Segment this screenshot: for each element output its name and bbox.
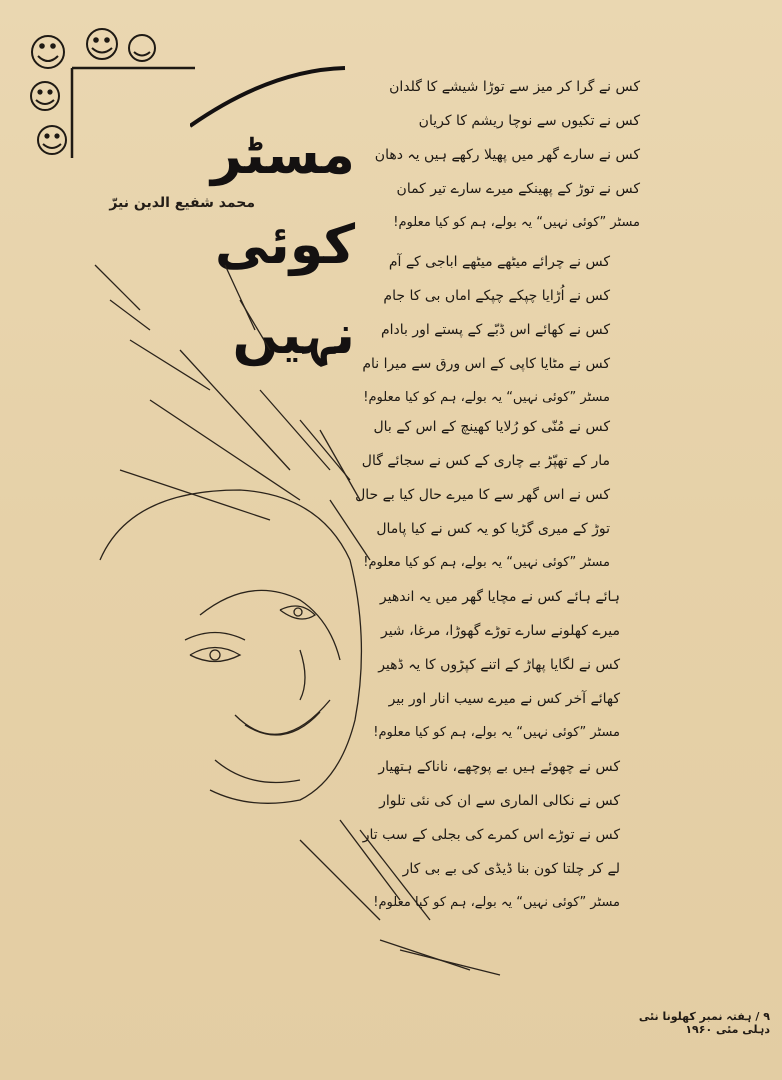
poem-line: کس نے اس گھر سے کا میرے حال کیا بے حال xyxy=(355,487,610,503)
poem-line: مار کے تھپّڑ بے چاری کے کس نے سجائے گال xyxy=(361,453,610,469)
poem-line: کس نے نکالی الماری سے ان کی نئی تلوار xyxy=(379,793,620,809)
author-name: محمد شفیع الدین نیرّ xyxy=(109,195,255,211)
stanza-5 xyxy=(270,750,620,920)
page-footer: ۹ / ہفتہ نمبر کھلونا نئی دہلی مئی ۱۹۶۰ xyxy=(638,1010,770,1036)
refrain: مسٹر ”کوئی نہیں“ یہ بولے، ہم کو کیا معلوم! xyxy=(393,215,640,230)
poem-line: کس نے مٹایا کاپی کے اس ورق سے میرا نام xyxy=(362,356,610,372)
stanza-3 xyxy=(270,410,610,580)
poem-line: کس نے چرائے میٹھے میٹھے اباجی کے آم xyxy=(388,254,610,270)
stanza-2 xyxy=(250,245,610,415)
poem-line: کس نے توڑے اس کمرے کی بجلی کے سب تار xyxy=(362,827,620,843)
poem-line: کس نے مُنّی کو رُلایا کھینچ کے اس کے بال xyxy=(373,419,610,435)
poem-line: کس نے اُڑایا چپکے چپکے اماں بی کا جام xyxy=(383,288,610,304)
poem-line: کھائے آخر کس نے میرے سیب انار اور بیر xyxy=(388,691,620,707)
poem-line: کس نے لگایا پھاڑ کے اتنے کپڑوں کا یہ ڈھیر xyxy=(378,657,620,673)
refrain: مسٹر ”کوئی نہیں“ یہ بولے، ہم کو کیا معلوم! xyxy=(373,725,620,740)
page-title: مسٹر کوئی نہیں xyxy=(210,123,355,366)
stanza-1 xyxy=(250,70,640,240)
poem-line: لے کر چلتا کون بنا ڈیڈی کی بے بی کار xyxy=(402,861,620,877)
poem-line: میرے کھلونے سارے توڑے گھوڑا، مرغا، شیر xyxy=(380,623,620,639)
poem-line: کس نے چھوئے ہیں بے پوچھے، ناناکے ہتھیار xyxy=(378,759,620,775)
poem-line: توڑ کے میری گڑیا کو یہ کس نے کیا پامال xyxy=(376,521,610,537)
poem-line: کس نے سارے گھر میں پھیلا رکھے ہیں یہ دھان xyxy=(374,147,640,163)
poem-line: ہائے ہائے کس نے مچایا گھر میں یہ اندھیر xyxy=(379,589,620,605)
poem-line: کس نے کھائے اس ڈبّے کے پستے اور بادام xyxy=(380,322,610,338)
poem-line: کس نے تکیوں سے نوچا ریشم کا کریان xyxy=(418,113,640,129)
refrain: مسٹر ”کوئی نہیں“ یہ بولے، ہم کو کیا معلوم! xyxy=(363,390,610,405)
stanza-4 xyxy=(270,580,620,750)
refrain: مسٹر ”کوئی نہیں“ یہ بولے، ہم کو کیا معلوم! xyxy=(363,555,610,570)
refrain: مسٹر ”کوئی نہیں“ یہ بولے، ہم کو کیا معلوم! xyxy=(373,895,620,910)
poem-line: کس نے گرا کر میز سے توڑا شیشے کا گلدان xyxy=(389,79,640,95)
poem-line: کس نے توڑ کے پھینکے میرے سارے تیر کمان xyxy=(396,181,640,197)
